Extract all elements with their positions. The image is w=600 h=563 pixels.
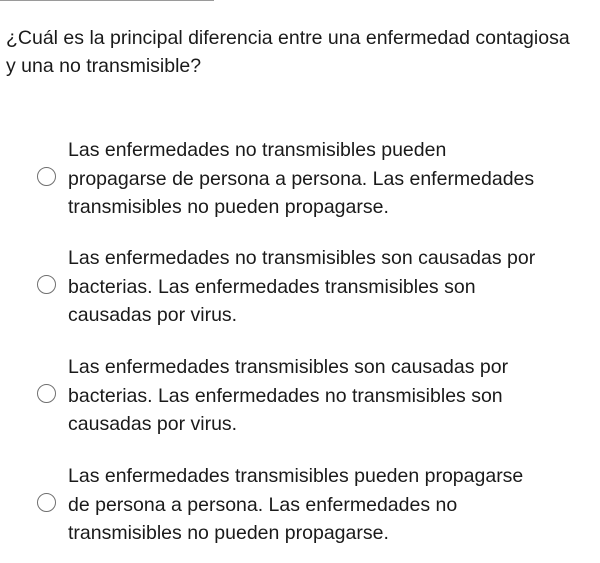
answer-option-text: [68, 353, 588, 439]
answer-line: Las enfermedades transmisibles son causadas por: [68, 356, 509, 378]
radio-button[interactable]: [37, 493, 56, 512]
question-line: y una no transmisible?: [6, 55, 202, 77]
radio-button[interactable]: [37, 384, 56, 403]
question-line: ¿Cuál es la principal diferencia entre una enfermedad contagiosa: [6, 27, 570, 49]
radio-button[interactable]: [37, 275, 56, 294]
top-divider: [0, 0, 214, 1]
answer-line: Las enfermedades transmisibles pueden propagarse: [68, 465, 524, 487]
question-text: [6, 24, 600, 80]
answer-line: de persona a persona. Las enfermedades no: [68, 493, 458, 516]
answer-line: transmisibles no pueden propagarse.: [68, 196, 389, 218]
answer-line: causadas por virus.: [68, 413, 238, 435]
answer-line: Las enfermedades no transmisibles pueden: [68, 139, 447, 161]
answer-line: bacterias. Las enfermedades transmisibles son: [68, 275, 476, 298]
answer-option-3[interactable]: [0, 353, 600, 443]
answer-line: Las enfermedades no transmisibles son causadas por: [68, 247, 536, 269]
answer-option-1[interactable]: [0, 136, 600, 226]
answer-line: transmisibles no pueden propagarse.: [68, 522, 389, 544]
answer-option-text: [68, 136, 588, 222]
answer-option-text: [68, 244, 588, 330]
answer-line: propagarse de persona a persona. Las enfermedades: [68, 167, 535, 190]
answer-line: causadas por virus.: [68, 304, 238, 326]
answer-option-text: [68, 462, 588, 548]
radio-button[interactable]: [37, 167, 56, 186]
answer-option-4[interactable]: [0, 462, 600, 552]
answer-line: bacterias. Las enfermedades no transmisibles son: [68, 384, 503, 407]
answer-option-2[interactable]: [0, 244, 600, 334]
